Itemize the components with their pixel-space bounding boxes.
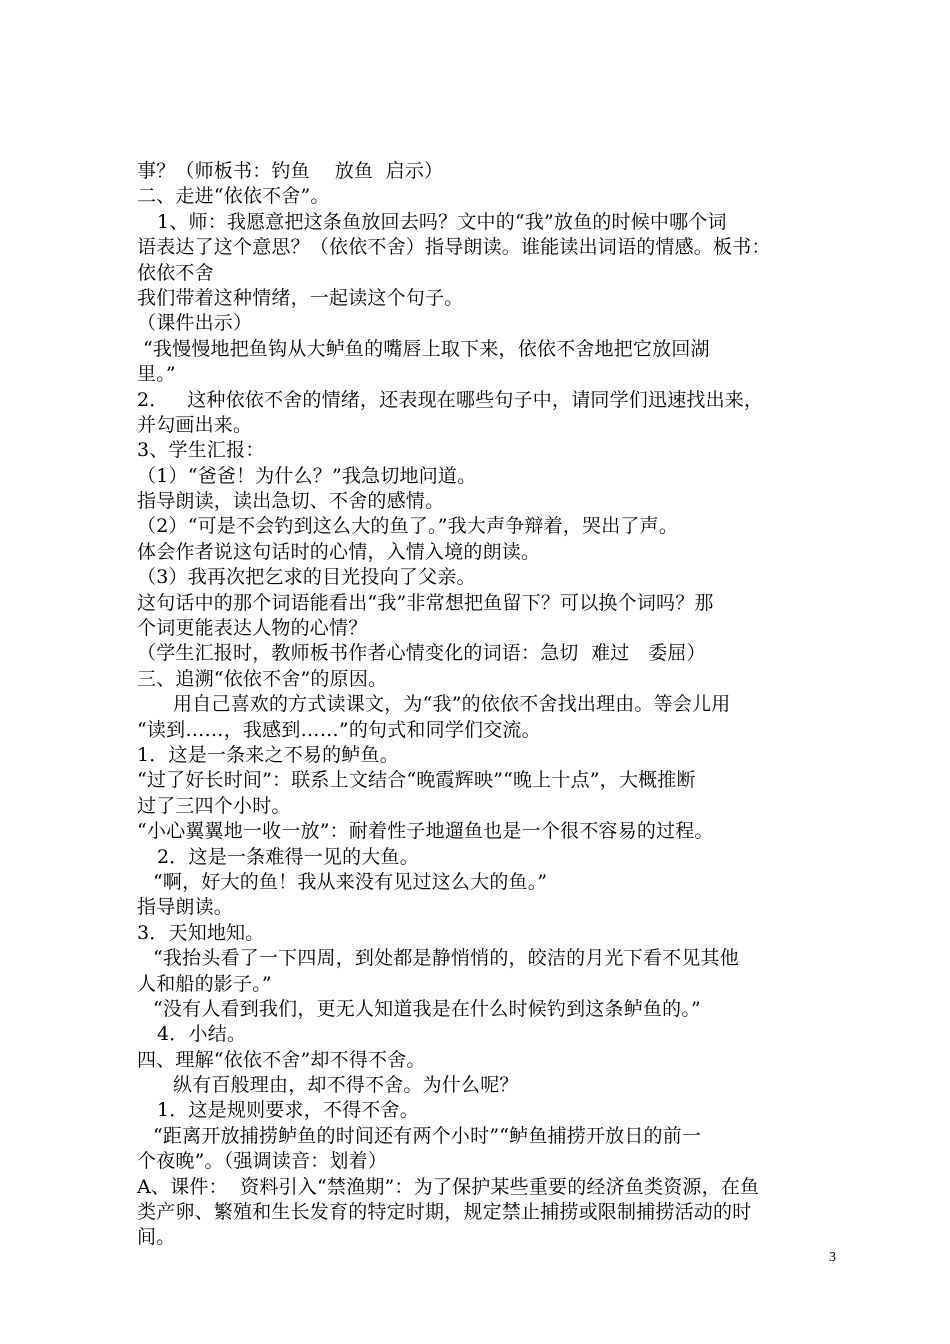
- text-line: 1．这是规则要求，不得不舍。: [157, 1099, 419, 1122]
- text-line: 依依不舍: [137, 261, 214, 284]
- text-line: “小心翼翼地一收一放”：耐着性子地遛鱼也是一个很不容易的过程。: [137, 820, 714, 843]
- text-line: 里。”: [137, 363, 176, 386]
- text-line: （课件出示）: [137, 312, 253, 335]
- body-text: [137, 159, 837, 1251]
- text-line: 语表达了这个意思？（依依不舍）指导朗读。谁能读出词语的情感。板书：: [137, 236, 771, 259]
- text-line: “啊，好大的鱼！我从来没有见过这么大的鱼。”: [153, 870, 548, 893]
- text-line: 指导朗读。: [137, 896, 234, 919]
- text-line: 这句话中的那个词语能看出“我”非常想把鱼留下？可以换个词吗？那: [137, 591, 714, 614]
- text-line: “读到……，我感到……”的句式和同学们交流。: [137, 718, 541, 741]
- text-line: 2． 这种依依不舍的情绪，还表现在哪些句子中，请同学们迅速找出来，: [137, 388, 764, 411]
- text-line: 并勾画出来。: [137, 413, 253, 436]
- text-line: A、课件： 资料引入“禁渔期”：为了保护某些重要的经济鱼类资源，在鱼: [137, 1175, 760, 1198]
- page-number: 3: [829, 1250, 836, 1265]
- text-line: “距离开放捕捞鲈鱼的时间还有两个小时”“鲈鱼捕捞开放日的前一: [153, 1124, 702, 1147]
- text-line: 3、学生汇报：: [137, 439, 265, 462]
- text-line: “我慢慢地把鱼钩从大鲈鱼的嘴唇上取下来，依依不舍地把它放回湖: [143, 337, 710, 360]
- text-line: “没有人看到我们，更无人知道我是在什么时候钓到这条鲈鱼的。”: [153, 997, 701, 1020]
- text-line: 类产卵、繁殖和生长发育的特定时期，规定禁止捕捞或限制捕捞活动的时: [137, 1201, 752, 1224]
- text-line: 事？（师板书：钓鱼 放鱼 启示）: [137, 160, 444, 182]
- text-line: “过了好长时间”：联系上文结合“晚霞辉映”“晚上十点”，大概推断: [137, 769, 696, 792]
- text-line: “我抬头看了一下四周，到处都是静悄悄的，皎洁的月光下看不见其他: [153, 947, 739, 970]
- text-line: （学生汇报时，教师板书作者心情变化的词语：急切 难过 委屈）: [137, 642, 706, 665]
- text-line: 个词更能表达人物的心情？: [137, 617, 368, 640]
- text-line: 我们带着这种情绪，一起读这个句子。: [137, 286, 464, 309]
- text-line: 体会作者说这句话时的心情，入情入境的朗读。: [137, 540, 541, 563]
- section-heading: 四、理解“依依不舍”却不得不舍。: [137, 1048, 426, 1071]
- text-line: 用自己喜欢的方式读课文，为“我”的依依不舍找出理由。等会儿用: [173, 693, 731, 716]
- text-line: 间。: [137, 1226, 176, 1249]
- text-line: （2）“可是不会钓到这么大的鱼了。”我大声争辩着，哭出了声。: [137, 515, 679, 538]
- text-line: 人和船的影子。”: [137, 972, 272, 995]
- text-line: （1）“爸爸！为什么？”我急切地问道。: [137, 464, 477, 487]
- text-line: 个夜晚”。（强调读音：划着）: [137, 1150, 388, 1173]
- text-line: 过了三四个小时。: [137, 794, 291, 817]
- text-line: 1．这是一条来之不易的鲈鱼。: [137, 743, 399, 766]
- text-line: 纵有百般理由，却不得不舍。为什么呢？: [173, 1074, 519, 1097]
- section-heading: 二、走进“依依不舍”。: [137, 185, 330, 208]
- text-line: 指导朗读，读出急切、不舍的感情。: [137, 490, 445, 513]
- section-heading: 三、追溯“依依不舍”的原因。: [137, 667, 388, 690]
- text-line: 4．小结。: [157, 1023, 247, 1046]
- text-line: （3）我再次把乞求的目光投向了父亲。: [137, 566, 476, 589]
- text-line: 1、师：我愿意把这条鱼放回去吗？文中的“我”放鱼的时候中哪个词: [157, 210, 727, 233]
- text-line: 3．天知地知。: [137, 921, 265, 944]
- text-line: 2．这是一条难得一见的大鱼。: [157, 845, 419, 868]
